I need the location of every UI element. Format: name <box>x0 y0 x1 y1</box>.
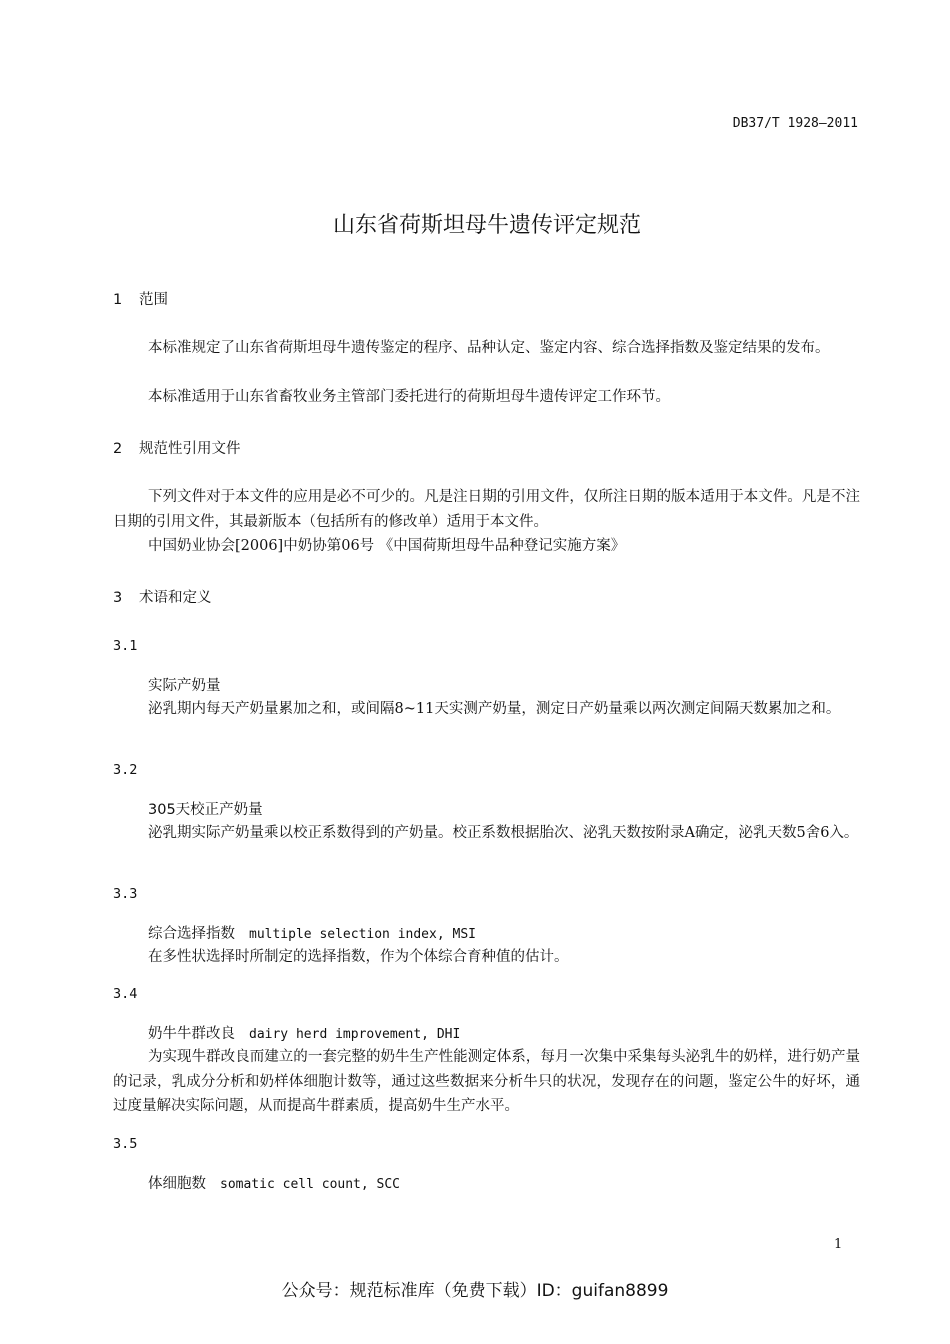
section-number: 3 <box>113 590 123 606</box>
section-1-paragraph-2: 本标准适用于山东省畜牧业务主管部门委托进行的荷斯坦母牛遗传评定工作环节。 <box>148 389 670 405</box>
page-number: 1 <box>834 1237 843 1252</box>
term-english: somatic cell count, SCC <box>220 1177 401 1192</box>
term-english: multiple selection index, MSI <box>249 927 476 942</box>
term-name: 体细胞数 <box>148 1176 206 1192</box>
term-name: 实际产奶量 <box>148 678 221 694</box>
term-name: 综合选择指数 <box>148 926 235 942</box>
term-3-1-number: 3.1 <box>113 638 138 654</box>
term-3-1-definition: 泌乳期内每天产奶量累加之和，或间隔8~11天实测产奶量，测定日产奶量乘以两次测定间隔天数累加之和。 <box>148 701 841 717</box>
term-3-3-number: 3.3 <box>113 886 138 902</box>
section-title: 范围 <box>139 292 168 308</box>
section-2-heading <box>113 437 241 458</box>
term-3-5-number: 3.5 <box>113 1136 138 1152</box>
section-2-paragraph-1: 下列文件对于本文件的应用是必不可少的。凡是注日期的引用文件，仅所注日期的版本适用于本文件。凡是不注日期的引用文件，其最新版本（包括所有的修改单）适用于本文件。 <box>113 489 860 530</box>
term-3-3-definition: 在多性状选择时所制定的选择指数，作为个体综合育种值的估计。 <box>148 949 569 965</box>
section-3-heading <box>113 586 212 607</box>
term-3-4-name <box>148 1022 460 1043</box>
section-1-heading <box>113 288 168 309</box>
document-title: 山东省荷斯坦母牛遗传评定规范 <box>332 213 641 238</box>
term-name: 奶牛牛群改良 <box>148 1026 235 1042</box>
term-3-2-name <box>148 798 263 819</box>
section-number: 2 <box>113 441 123 457</box>
term-name: 305天校正产奶量 <box>148 802 263 818</box>
section-number: 1 <box>113 292 123 308</box>
section-1-paragraph-1: 本标准规定了山东省荷斯坦母牛遗传鉴定的程序、品种认定、鉴定内容、综合选择指数及鉴定结果的发布。 <box>148 340 830 356</box>
term-3-2-number: 3.2 <box>113 762 138 778</box>
section-title: 规范性引用文件 <box>139 441 241 457</box>
term-3-3-name <box>148 922 476 943</box>
section-title: 术语和定义 <box>139 590 212 606</box>
document-number: DB37/T 1928—2011 <box>732 116 858 131</box>
term-3-4-definition: 为实现牛群改良而建立的一套完整的奶牛生产性能测定体系，每月一次集中采集每头泌乳牛的奶样，进行奶产量的记录，乳成分分析和奶样体细胞计数等，通过这些数据来分析牛只的状况，发现存在的问题，鉴定公牛的好坏，通过度量解决实际问题，从而提高牛群素质，提高奶牛生产水平。 <box>113 1049 860 1114</box>
term-3-2-definition: 泌乳期实际产奶量乘以校正系数得到的产奶量。校正系数根据胎次、泌乳天数按附录A确定，泌乳天数5舍6入。 <box>148 825 859 841</box>
term-english: dairy herd improvement, DHI <box>249 1027 461 1042</box>
term-3-5-name <box>148 1172 400 1193</box>
term-3-4-number: 3.4 <box>113 986 138 1002</box>
footer-watermark: 公众号：规范标准库（免费下载）ID：guifan8899 <box>281 1281 669 1301</box>
term-3-1-name <box>148 674 221 695</box>
section-2-paragraph-2: 中国奶业协会[2006]中奶协第06号 《中国荷斯坦母牛品种登记实施方案》 <box>148 538 626 554</box>
